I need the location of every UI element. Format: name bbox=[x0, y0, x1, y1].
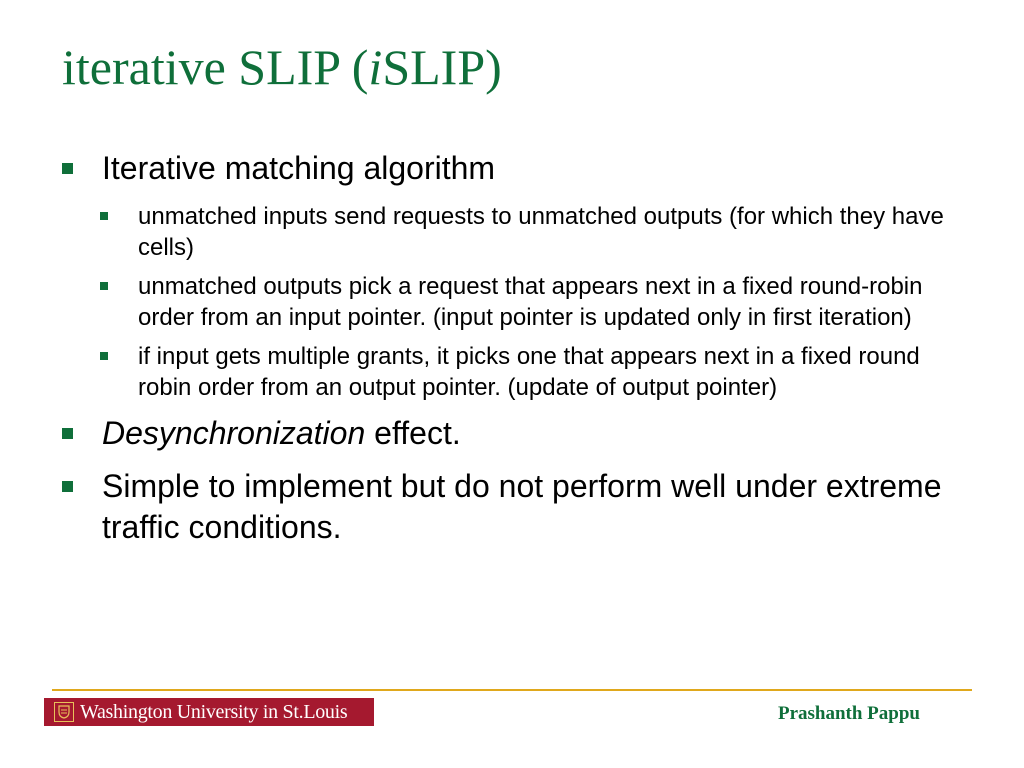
author-name: Prashanth Pappu bbox=[777, 703, 920, 724]
slide-title bbox=[62, 40, 502, 95]
bullet-italic-text: Desynchronization bbox=[102, 415, 366, 451]
sub-bullet-text: unmatched inputs send requests to unmatched outputs (for which they have cells) bbox=[138, 203, 944, 261]
bullet-item bbox=[62, 413, 962, 454]
square-bullet-icon bbox=[100, 212, 108, 220]
square-bullet-icon bbox=[62, 428, 73, 439]
bullet-text: effect. bbox=[365, 415, 461, 451]
square-bullet-icon bbox=[62, 163, 73, 174]
footer-rule bbox=[52, 689, 972, 691]
university-logo bbox=[44, 698, 374, 726]
sub-bullet-text: unmatched outputs pick a request that appears next in a fixed round-robin order from an input pointer. (input pointer is updated only in first iteration) bbox=[138, 273, 923, 331]
university-logo-text: Washington University in St.Louis bbox=[80, 700, 348, 723]
square-bullet-icon bbox=[62, 481, 73, 492]
square-bullet-icon bbox=[100, 352, 108, 360]
bullet-text: Iterative matching algorithm bbox=[102, 150, 496, 186]
title-suffix: SLIP) bbox=[382, 39, 502, 95]
university-seal-icon bbox=[54, 702, 74, 722]
bullet-item bbox=[62, 148, 962, 189]
bullet-item bbox=[62, 466, 962, 548]
sub-bullet-item bbox=[100, 201, 958, 263]
sub-bullet-text: if input gets multiple grants, it picks one that appears next in a fixed round robin order from an output pointer. (update of output pointer) bbox=[138, 343, 920, 401]
bullet-text: Simple to implement but do not perform well under extreme traffic conditions. bbox=[102, 468, 942, 545]
square-bullet-icon bbox=[100, 282, 108, 290]
title-italic: i bbox=[368, 39, 383, 95]
title-prefix: iterative SLIP ( bbox=[62, 39, 369, 95]
bullet-list bbox=[62, 148, 962, 560]
sub-bullet-list bbox=[62, 201, 962, 403]
sub-bullet-item bbox=[100, 341, 958, 403]
sub-bullet-item bbox=[100, 271, 958, 333]
